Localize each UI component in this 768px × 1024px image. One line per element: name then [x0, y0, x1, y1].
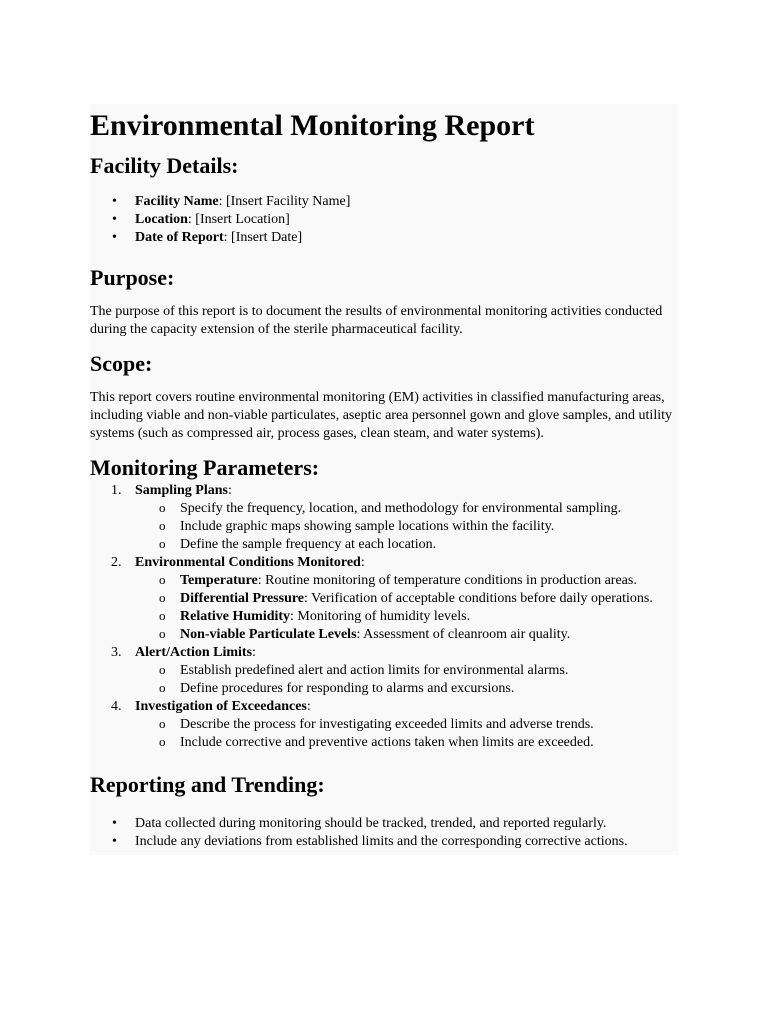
sub-item-text: Define procedures for responding to alarms and excursions. — [180, 681, 515, 696]
sub-item-text: : Verification of acceptable conditions before daily operations. — [304, 591, 653, 606]
purpose-text: The purpose of this report is to document the results of environmental monitoring activities conducted during the capacity extension of the sterile pharmaceutical facility. — [90, 304, 663, 337]
item-text: Include any deviations from established limits and the corresponding corrective actions. — [135, 834, 628, 849]
reporting-list — [90, 815, 678, 851]
item-number: 3. — [111, 645, 122, 660]
item-number: 2. — [111, 555, 122, 570]
item-text: Data collected during monitoring should be tracked, trended, and reported regularly. — [135, 816, 607, 831]
item-label: Sampling Plans — [135, 483, 228, 498]
item-suffix: : — [227, 483, 232, 498]
sub-item — [135, 662, 678, 680]
sub-item-text: Establish predefined alert and action limits for environmental alarms. — [180, 663, 569, 678]
sub-item — [135, 608, 678, 626]
item-suffix: : — [306, 699, 311, 714]
sub-item-label: Temperature — [180, 573, 258, 588]
sub-item — [135, 536, 678, 554]
sub-item-text: Describe the process for investigating exceeded limits and adverse trends. — [180, 717, 594, 732]
list-item — [90, 482, 678, 554]
sub-item-text: Specify the frequency, location, and methodology for environmental sampling. — [180, 501, 622, 516]
item-value: : [Insert Date] — [223, 230, 303, 245]
item-label: Date of Report — [135, 230, 224, 245]
sub-list — [135, 662, 678, 698]
sub-item-text: Include graphic maps showing sample locations within the facility. — [180, 519, 555, 534]
sub-item — [135, 680, 678, 698]
sub-item-text: : Routine monitoring of temperature conditions in production areas. — [257, 573, 637, 588]
sub-item-label: Differential Pressure — [180, 591, 305, 606]
item-number: 1. — [111, 483, 122, 498]
list-item — [90, 833, 678, 851]
item-suffix: : — [360, 555, 365, 570]
page-title: Environmental Monitoring Report — [90, 109, 535, 142]
monitoring-heading: Monitoring Parameters: — [90, 455, 320, 480]
sub-item — [135, 572, 678, 590]
sub-item — [135, 716, 678, 734]
sub-item-text: : Assessment of cleanroom air quality. — [356, 627, 571, 642]
list-item — [90, 554, 678, 644]
item-label: Location — [135, 212, 188, 227]
sub-list — [135, 716, 678, 752]
item-label: Investigation of Exceedances — [135, 699, 307, 714]
list-item — [90, 211, 678, 229]
facility-heading: Facility Details: — [90, 153, 239, 178]
item-label: Facility Name — [135, 194, 219, 209]
sub-item — [135, 626, 678, 644]
list-item — [90, 815, 678, 833]
sub-list — [135, 500, 678, 554]
purpose-heading: Purpose: — [90, 265, 175, 290]
sub-item — [135, 518, 678, 536]
monitoring-list — [90, 482, 678, 752]
document-content — [90, 104, 678, 855]
item-label: Alert/Action Limits — [135, 645, 253, 660]
sub-item-label: Relative Humidity — [180, 609, 291, 624]
list-item — [90, 644, 678, 698]
item-value: : [Insert Facility Name] — [218, 194, 351, 209]
item-number: 4. — [111, 699, 122, 714]
item-label: Environmental Conditions Monitored — [135, 555, 361, 570]
list-item — [90, 698, 678, 752]
scope-text: This report covers routine environmental monitoring (EM) activities in classified manufacturing areas, including viable and non-viable particulates, aseptic area personnel gown and glove samples, and utility systems (such as compressed air, process gases, clean steam, and water systems). — [90, 390, 672, 441]
sub-item — [135, 734, 678, 752]
sub-item-label: Non-viable Particulate Levels — [180, 627, 357, 642]
scope-heading: Scope: — [90, 351, 153, 376]
sub-item — [135, 500, 678, 518]
facility-list — [90, 193, 678, 247]
sub-item — [135, 590, 678, 608]
sub-item-text: : Monitoring of humidity levels. — [290, 609, 471, 624]
reporting-heading: Reporting and Trending: — [90, 772, 325, 797]
list-item — [90, 229, 678, 247]
list-item — [90, 193, 678, 211]
sub-item-text: Include corrective and preventive actions taken when limits are exceeded. — [180, 735, 594, 750]
sub-item-text: Define the sample frequency at each location. — [180, 537, 437, 552]
item-suffix: : — [252, 645, 256, 660]
sub-list — [135, 572, 678, 644]
item-value: : [Insert Location] — [187, 212, 290, 227]
